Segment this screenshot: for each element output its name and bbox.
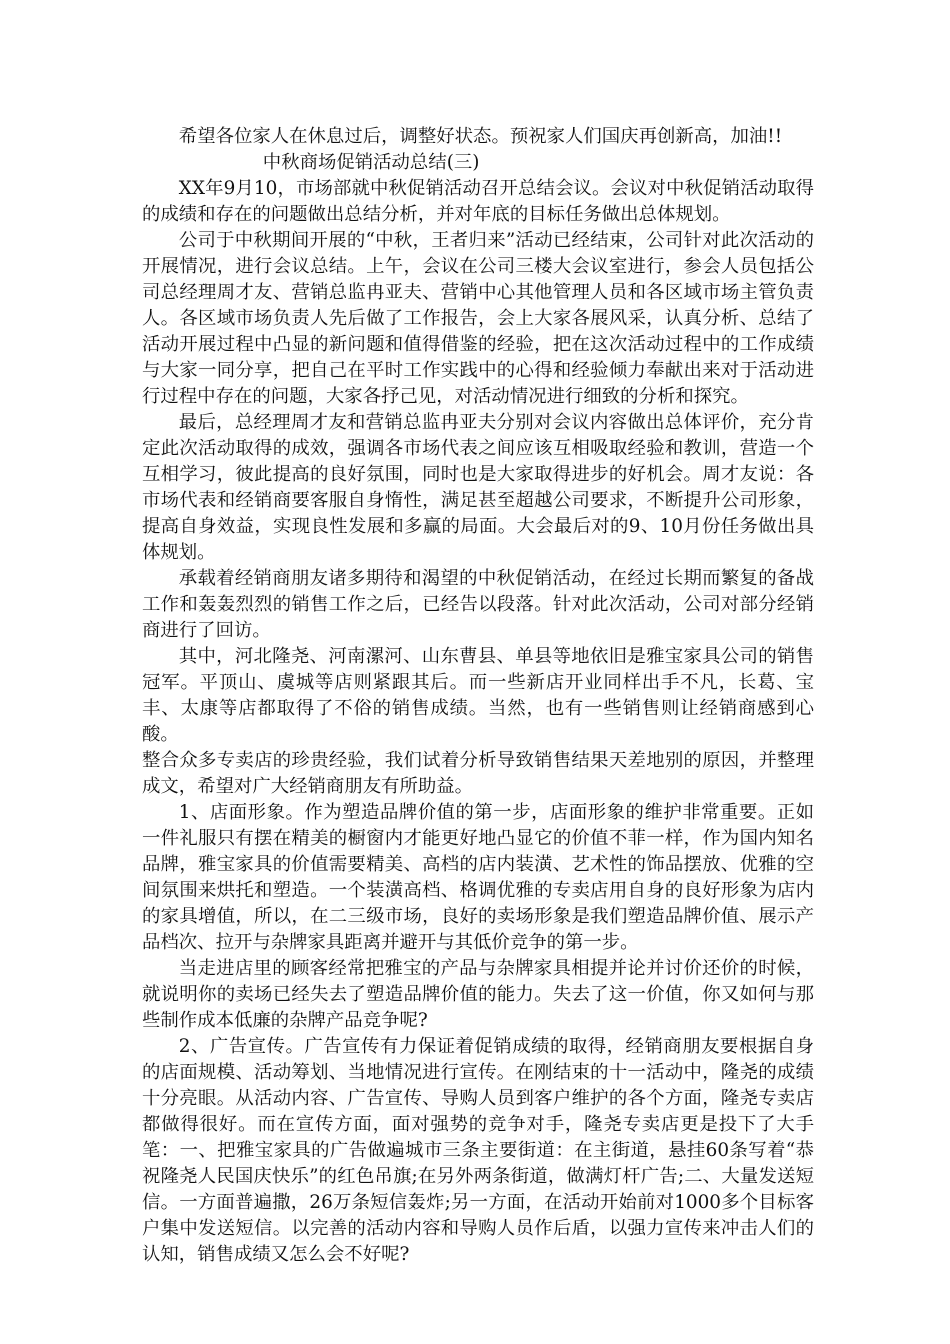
- paragraph: 整合众多专卖店的珍贵经验，我们试着分析导致销售结果天差地别的原因，并整理成文，希望对广大经销商朋友有所助益。: [142, 750, 814, 797]
- paragraph: XX年9月10，市场部就中秋促销活动召开总结会议。会议对中秋促销活动取得的成绩和存在的问题做出总结分析，并对年底的目标任务做出总体规划。: [142, 178, 814, 225]
- paragraph: 承载着经销商朋友诸多期待和渴望的中秋促销活动，在经过长期而繁复的备战工作和轰轰烈烈的销售工作之后，已经告以段落。针对此次活动，公司对部分经销商进行了回访。: [142, 568, 814, 641]
- paragraph: 最后，总经理周才友和营销总监冉亚夫分别对会议内容做出总体评价，充分肯定此次活动取得的成效，强调各市场代表之间应该互相吸取经验和教训，营造一个互相学习，彼此提高的良好氛围，同时也是大家取得进步的好机会。周才友说：各市场代表和经销商要客服自身惰性，满足甚至超越公司要求，不断提升公司形象，提高自身效益，实现良性发展和多赢的局面。大会最后对的9、10月份任务做出具体规划。: [142, 412, 814, 563]
- paragraph: 2、广告宣传。广告宣传有力保证着促销成绩的取得，经销商朋友要根据自身的店面规模、活动筹划、当地情况进行宣传。在刚结束的十一活动中，隆尧的成绩十分亮眼。从活动内容、广告宣传、导购人员到客户维护的各个方面，隆尧专卖店都做得很好。而在宣传方面，面对强势的竞争对手，隆尧专卖店更是投下了大手笔：一、把雅宝家具的广告做遍城市三条主要街道：在主街道，悬挂60条写着“恭祝隆尧人民国庆快乐”的红色吊旗;在另外两条街道，做满灯杆广告;二、大量发送短信。一方面普遍撒，26万条短信轰炸;另一方面，在活动开始前对1000多个目标客户集中发送短信。以完善的活动内容和导购人员作后盾，以强力宣传来冲击人们的认知，销售成绩又怎么会不好呢?: [142, 1036, 814, 1265]
- section-heading: 中秋商场促销活动总结(三): [262, 152, 480, 173]
- paragraph: 公司于中秋期间开展的“中秋，王者归来”活动已经结束，公司针对此次活动的开展情况，进行会议总结。上午，会议在公司三楼大会议室进行，参会人员包括公司总经理周才友、营销总监冉亚夫、营销中心其他管理人员和各区域市场主管负责人。各区域市场负责人先后做了工作报告，会上大家各展风采，认真分析、总结了活动开展过程中凸显的新问题和值得借鉴的经验，把在这次活动过程中的工作成绩与大家一同分享，把自己在平时工作实践中的心得和经验倾力奉献出来对于活动进行过程中存在的问题，大家各抒己见，对活动情况进行细致的分析和探究。: [142, 230, 814, 407]
- document-body: [142, 124, 814, 1268]
- paragraph: 1、店面形象。作为塑造品牌价值的第一步，店面形象的维护非常重要。正如一件礼服只有摆在精美的橱窗内才能更好地凸显它的价值不菲一样，作为国内知名品牌，雅宝家具的价值需要精美、高档的店内装潢、艺术性的饰品摆放、优雅的空间氛围来烘托和塑造。一个装潢高档、格调优雅的专卖店用自身的良好形象为店内的家具增值，所以，在二三级市场，良好的卖场形象是我们塑造品牌价值、展示产品档次、拉开与杂牌家具距离并避开与其低价竞争的第一步。: [142, 802, 814, 953]
- paragraph: 当走进店里的顾客经常把雅宝的产品与杂牌家具相提并论并讨价还价的时候，就说明你的卖场已经失去了塑造品牌价值的能力。失去了这一价值，你又如何与那些制作成本低廉的杂牌产品竞争呢?: [142, 958, 814, 1031]
- intro-line: 希望各位家人在休息过后，调整好状态。预祝家人们国庆再创新高，加油!!: [178, 126, 783, 147]
- paragraph: 其中，河北隆尧、河南漯河、山东曹县、单县等地依旧是雅宝家具公司的销售冠军。平顶山、虞城等店则紧跟其后。而一些新店开业同样出手不凡，长葛、宝丰、太康等店都取得了不俗的销售成绩。当然，也有一些销售则让经销商感到心酸。: [142, 646, 814, 745]
